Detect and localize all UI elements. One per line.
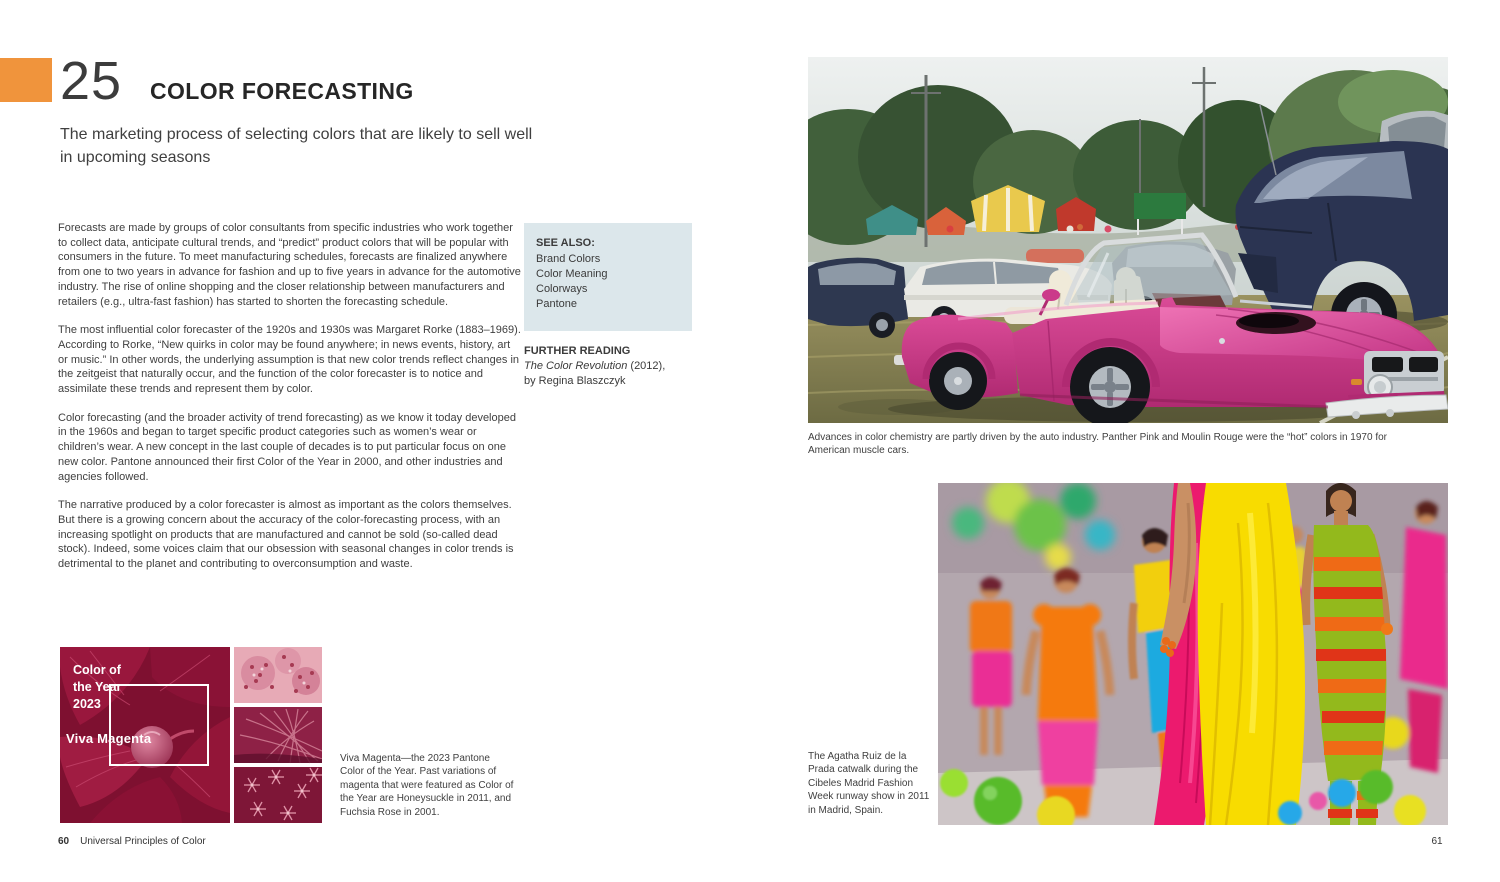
body-text-column <box>58 221 522 586</box>
further-reading-title: FURTHER READING <box>524 345 631 357</box>
subtitle-line-2: in upcoming seasons <box>60 149 211 166</box>
paragraph: The narrative produced by a color forecaster is almost as important as the colors themselves. But there is a growing concern about the accuracy of the color-forecasting process, with an increasing spotlight on products that are manufactured and cannot be sold (so-called dead stock). Indeed, some voices claim that our obsession with seasonal changes in color trends is detrimental to the planet and contributing to overconsumption and waste. <box>58 499 514 571</box>
further-reading-book <box>524 359 709 374</box>
viva-magenta-caption: Viva Magenta—the 2023 Pantone Color of the Year. Past variations of magenta that were featured as Color of the Year are Honeysuckle in 2011, and Fuchsia Rose in 2001. <box>340 753 514 818</box>
further-reading <box>524 344 709 389</box>
subtitle-line-1: The marketing process of selecting colors that are likely to sell well <box>60 126 533 143</box>
book-year: (2012), <box>627 360 666 372</box>
page-number-right: 61 <box>1431 836 1443 847</box>
see-also-item: Colorways <box>536 283 588 295</box>
car-photo-caption: Advances in color chemistry are partly driven by the auto industry. Panther Pink and Moulin Rouge were the “hot” colors in 1970 for American muscle cars. <box>808 432 1387 457</box>
book-title: The Color Revolution <box>524 360 628 372</box>
viva-magenta-label: Viva Magenta <box>66 731 152 746</box>
fashion-photo-caption: The Agatha Ruiz de la Prada catwalk during the Cibeles Madrid Fashion Week runway show in 2011 in Madrid, Spain. <box>808 751 930 816</box>
see-also-item: Brand Colors <box>536 253 601 265</box>
footer-left <box>58 836 206 847</box>
color-of-year-badge: Color of the Year 2023 <box>73 663 122 711</box>
chapter-title: COLOR FORECASTING <box>150 78 414 104</box>
viva-magenta-image <box>60 647 322 823</box>
further-reading-author: by Regina Blaszczyk <box>524 375 626 387</box>
see-also-item: Pantone <box>536 298 577 310</box>
see-also-item: Color Meaning <box>536 268 608 280</box>
page-number-left: 60 <box>58 836 70 847</box>
car-photo <box>808 57 1448 423</box>
car-photo-art <box>808 57 1448 423</box>
chapter-subtitle <box>60 123 532 169</box>
fashion-photo-art <box>938 483 1448 825</box>
paragraph: The most influential color forecaster of the 1920s and 1930s was Margaret Rorke (1883–1969). According to Rorke, “New quirks in color may be found anywhere; in news events, history, art or music.” In other words, the underlying assumption is that new color trends reflect changes in the zeitgeist that naturally occur, and the function of the color forecaster is to notice and assimilate these trends and represent them by color. <box>58 324 521 396</box>
paragraph: Color forecasting (and the broader activity of trend forecasting) as we know it today developed in the 1960s and began to target specific product categories such as women’s wear or children’s wear. A new concept in the last couple of decades is to put particular focus on one new color. Pantone announced their first Color of the Year in 2000, and other industries and agencies followed. <box>58 411 516 483</box>
paragraph: Forecasts are made by groups of color consultants from specific industries who work together to collect data, anticipate cultural trends, and “predict” product colors that will be popular with consumers in the future. To meet manufacturing schedules, forecasts are finalized anywhere from one to two years in advance for fashion and up to five years in advance for the automotive industry. The rise of online shopping and the closer relationship between manufacturers and retailers (e.g., ultra-fast fashion) has started to shorten the forecasting schedule. <box>58 222 521 308</box>
see-also-title: SEE ALSO: <box>536 237 595 249</box>
chapter-number: 25 <box>60 51 123 111</box>
footer-book-title: Universal Principles of Color <box>80 836 206 847</box>
see-also-box <box>524 223 692 331</box>
chapter-accent-block <box>0 58 52 102</box>
fashion-photo <box>938 483 1448 825</box>
